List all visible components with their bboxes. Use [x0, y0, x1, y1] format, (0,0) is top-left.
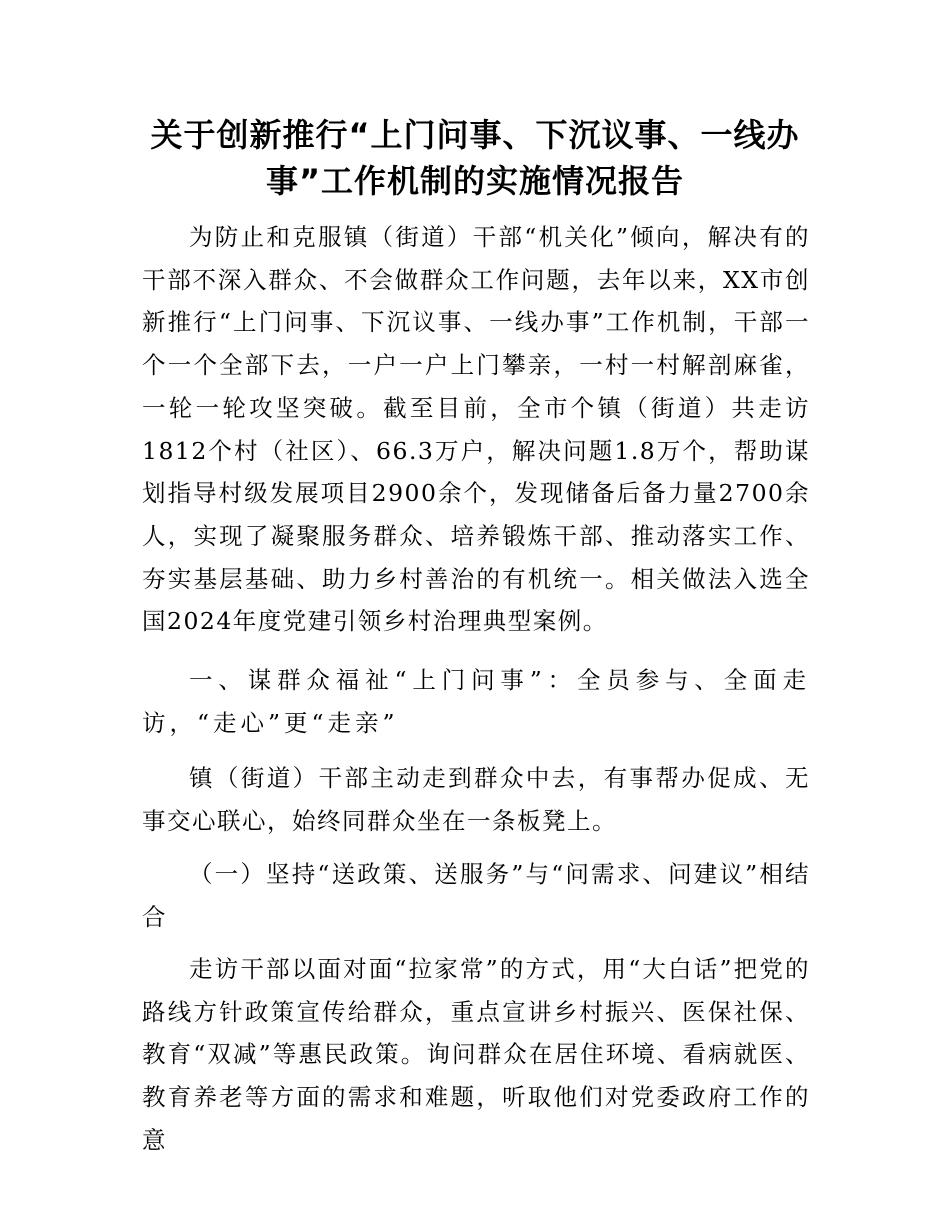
section-1-paragraph: 镇（街道）干部主动走到群众中去，有事帮办促成、无事交心联心，始终同群众坐在一条板凳上。	[142, 764, 810, 835]
document-title: 关于创新推行“上门问事、下沉议事、一线办事”工作机制的实施情况报告	[150, 116, 800, 200]
subsection-heading-1: （一）坚持“送政策、送服务”与“问需求、问建议”相结合	[142, 860, 810, 931]
intro-paragraph: 为防止和克服镇（街道）干部“机关化”倾向，解决有的干部不深入群众、不会做群众工作问题，去年以来，XX市创新推行“上门问事、下沉议事、一线办事”工作机制，干部一个一个全部下去，一户一户上门攀亲，一村一村解剖麻雀，一轮一轮攻坚突破。截至目前，全市个镇（街道）共走访1812个村（社区）、66.3万户，解决问题1.8万个，帮助谋划指导村级发展项目2900余个，发现储备后备力量2700余人，实现了凝聚服务群众、培养锻炼干部、推动落实工作、夯实基层基础、助力乡村善治的有机统一。相关做法入选全国2024年度党建引领乡村治理典型案例。	[142, 223, 810, 636]
section-heading-1: 一、谋群众福祉“上门问事”：全员参与、全面走访，“走心”更“走亲”	[142, 666, 810, 737]
subsection-1-paragraph: 走访干部以面对面“拉家常”的方式，用“大白话”把党的路线方针政策宣传给群众，重点宣讲乡村振兴、医保社保、教育“双减”等惠民政策。询问群众在居住环境、看病就医、教育养老等方面的需求和难题，听取他们对党委政府工作的意	[142, 955, 810, 1154]
